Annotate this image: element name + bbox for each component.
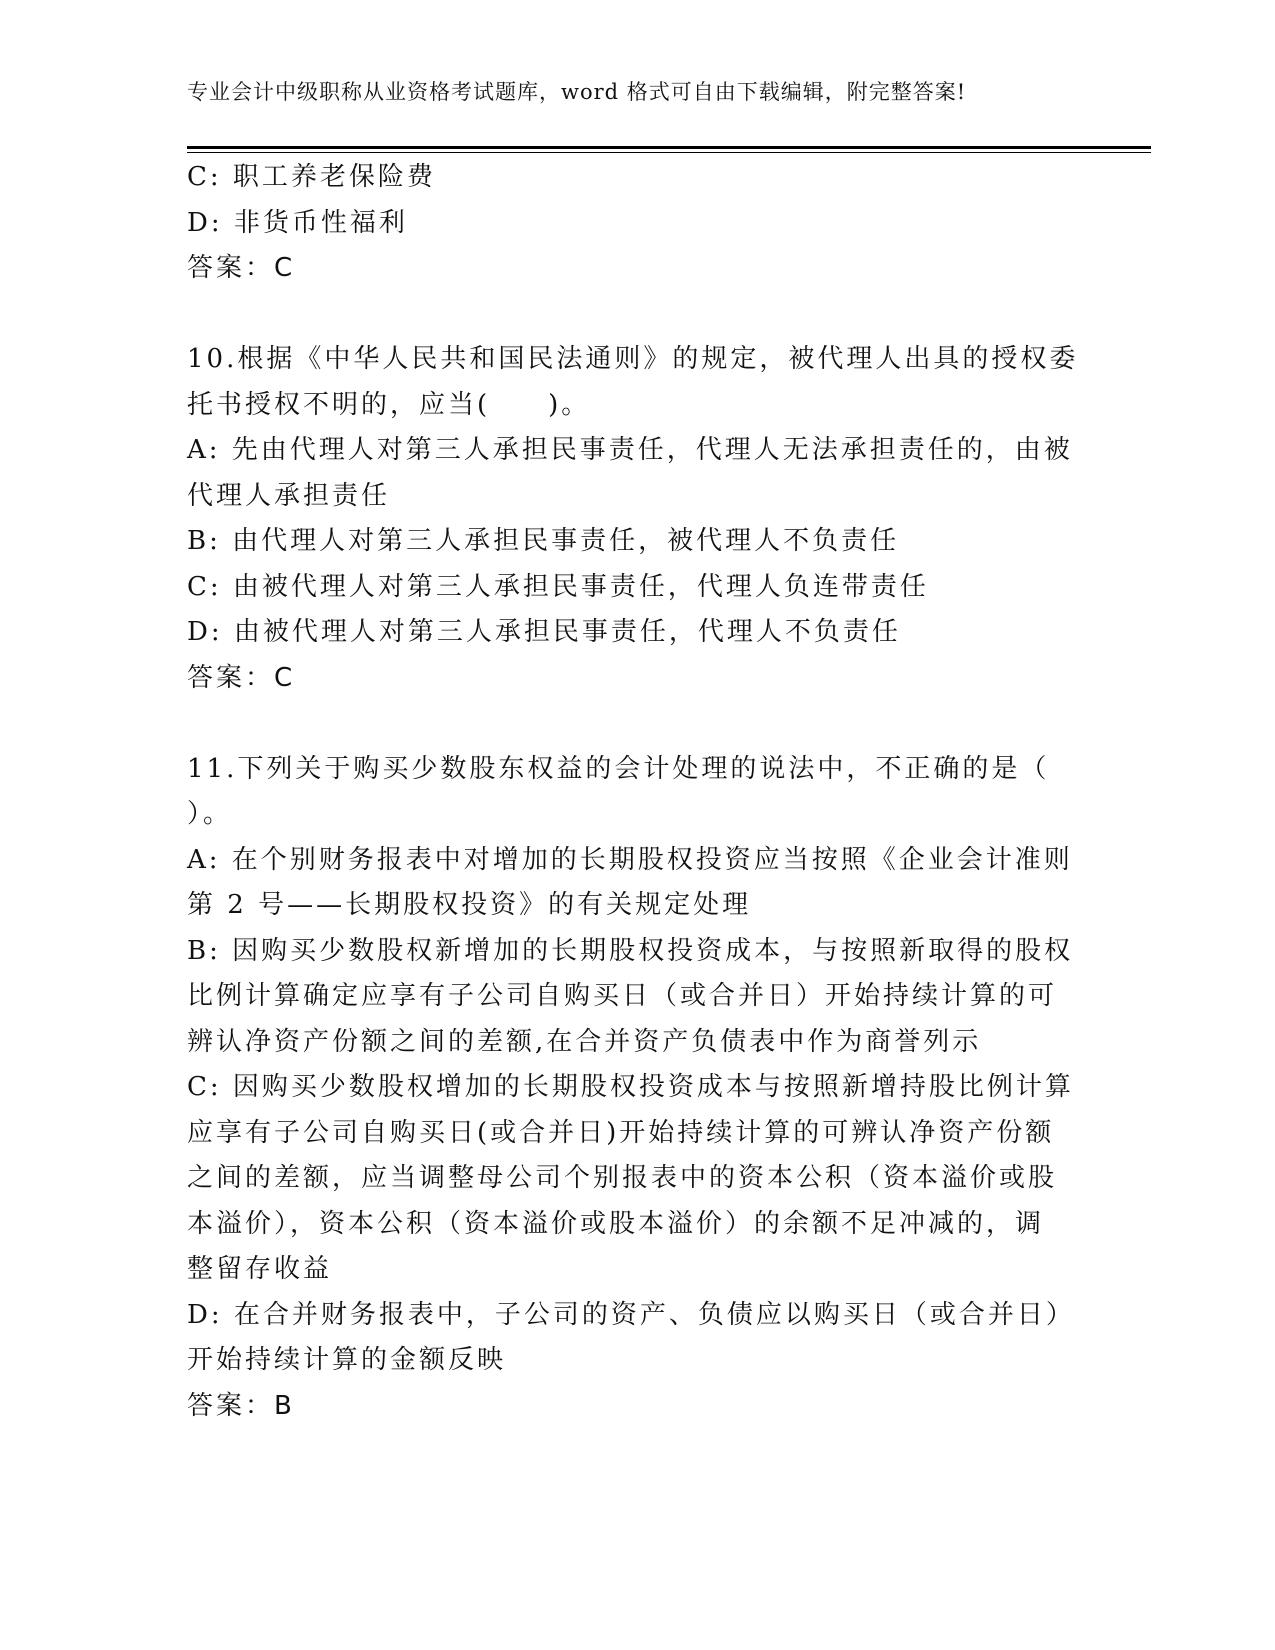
q10-option-c: C: 由被代理人对第三人承担民事责任，代理人负连带责任	[187, 571, 929, 602]
q11-stem-line-2: ）。	[187, 799, 233, 829]
spacer	[187, 292, 1067, 338]
q10-option-a-line-1: A: 先由代理人对第三人承担民事责任，代理人无法承担责任的，由被	[187, 435, 1073, 465]
q10-option-d: D: 由被代理人对第三人承担民事责任，代理人不负责任	[187, 617, 901, 647]
prev-option-c: C: 职工养老保险费	[187, 162, 436, 192]
q11-option-a-line-2: 第 2 号——长期股权投资》的有关规定处理	[187, 890, 752, 920]
question-content	[187, 155, 1079, 1429]
q11-option-c-line-1: C: 因购买少数股权增加的长期股权投资成本与按照新增持股比例计算	[187, 1072, 1074, 1102]
prev-answer: 答案：C	[187, 253, 296, 283]
header-rule-thin	[187, 152, 1151, 153]
q11-option-d-line-2: 开始持续计算的金额反映	[187, 1345, 507, 1375]
q11-stem-line-1: 11.下列关于购买少数股东权益的会计处理的说法中，不正确的是（	[187, 753, 1050, 784]
q11-option-a-line-1: A: 在个别财务报表中对增加的长期股权投资应当按照《企业会计准则	[187, 844, 1073, 875]
q11-answer: 答案：B	[187, 1390, 295, 1421]
q10-option-a-line-2: 代理人承担责任	[187, 480, 391, 511]
q11-option-b-line-2: 比例计算确定应享有子公司自购买日（或合并日）开始持续计算的可	[187, 981, 1058, 1011]
prev-option-d: D: 非货币性福利	[187, 207, 408, 238]
q11-option-b-line-3: 辨认净资产份额之间的差额,在合并资产负债表中作为商誉列示	[187, 1026, 982, 1057]
q11-option-c-line-3: 之间的差额，应当调整母公司个别报表中的资本公积（资本溢价或股	[187, 1163, 1058, 1193]
q11-option-c-line-2: 应享有子公司自购买日(或合并日)开始持续计算的可辨认净资产份额	[187, 1117, 1055, 1148]
q10-option-b: B: 由代理人对第三人承担民事责任，被代理人不负责任	[187, 526, 900, 556]
q11-option-c-line-5: 整留存收益	[187, 1254, 333, 1284]
q10-stem-line-2: 托书授权不明的，应当( )。	[187, 389, 591, 420]
page-header: 专业会计中级职称从业资格考试题库，word 格式可自由下载编辑，附完整答案!	[187, 80, 967, 104]
q10-answer: 答案：C	[187, 662, 296, 693]
spacer	[187, 701, 1067, 747]
q11-option-b-line-1: B: 因购买少数股权新增加的长期股权投资成本，与按照新取得的股权	[187, 935, 1074, 966]
q10-stem-line-1: 10.根据《中华人民共和国民法通则》的规定，被代理人出具的授权委	[187, 344, 1079, 374]
q11-option-c-line-4: 本溢价），资本公积（资本溢价或股本溢价）的余额不足冲减的，调	[187, 1208, 1045, 1239]
header-rule-thick	[187, 146, 1151, 149]
q11-option-d-line-1: D: 在合并财务报表中，子公司的资产、负债应以购买日（或合并日）	[187, 1299, 1075, 1330]
